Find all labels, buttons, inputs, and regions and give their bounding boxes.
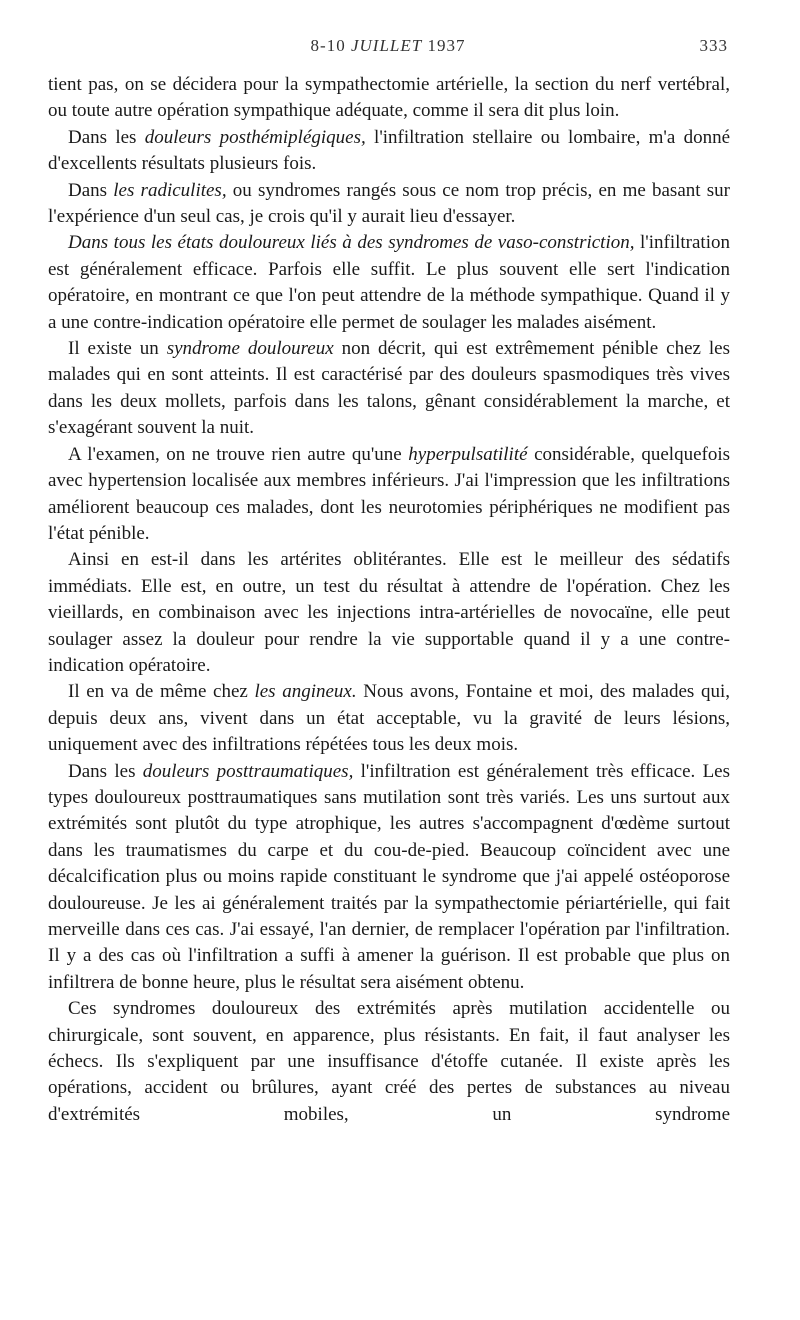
page-number: 333	[699, 36, 728, 55]
text-run: Ainsi en est-il dans les artérites oblitérantes. Elle est le meilleur des sédatifs immédiats. Elle est, en outre, un test du résultat à attendre de l'opération. Chez les vieillards, en combinaison avec les injections intra-artérielles de novocaïne, elle peut soulager assez la douleur pour rendre la vie supportable quand il y a une contre-indication opératoire.	[48, 549, 730, 676]
paragraph	[48, 547, 730, 679]
article-body	[48, 72, 730, 1128]
italic-text: les radiculites,	[113, 179, 227, 201]
text-run: non décrit, qui est extrêmement pénible chez les malades qui en sont atteints. Il est caractérisé par des douleurs spasmodiques très vives dans les deux mollets, parfois dans les talons, gênant considérablement la marche, et s'exagérant souvent la nuit.	[48, 338, 730, 439]
paragraph	[48, 442, 730, 548]
text-run: l'infiltration stellaire ou lombaire, m'a donné d'excellents résultats plusieurs fois.	[48, 126, 730, 175]
text-run: l'infiltration est généralement très efficace. Les types douloureux posttraumatiques sans mutilation sont très variés. Les uns surtout aux extrémités sont plutôt du type atrophique, les autres s'accompagnent d'œdème surtout dans les traumatismes du carpe et du cou-de-pied. Beaucoup coïncident avec une décalcification plus ou moins rapide constituant le syndrome que j'ai appelé ostéoporose douloureuse. Je les ai généralement traités par la sympathectomie périartérielle, qui fait merveille dans ces cas. J'ai essayé, l'an dernier, de remplacer l'opération par l'infiltration. Il y a des cas où l'infiltration a suffi à amener la guérison. Il est probable que plus on infiltrera de bonne heure, plus le résultat sera aisément obtenu.	[48, 760, 731, 993]
issue-date: 8-10 JUILLET 1937	[310, 36, 466, 55]
paragraph	[48, 230, 730, 336]
text-run: A l'examen, on ne trouve rien autre qu'une	[68, 443, 409, 465]
text-run: Il en va de même chez	[68, 681, 255, 703]
text-run: Dans les	[68, 126, 145, 148]
italic-text: les angineux.	[254, 681, 357, 703]
text-run: Dans	[68, 179, 114, 201]
paragraph	[48, 996, 730, 1128]
text-run: Il existe un	[68, 338, 167, 360]
running-header	[48, 36, 728, 60]
italic-text: syndrome douloureux	[166, 338, 334, 360]
paragraph	[48, 125, 730, 178]
text-run: l'infiltration est généralement efficace. Parfois elle suffit. Le plus souvent elle sert l'indication opératoire, en montrant ce que l'on peut attendre de la méthode sympathique. Quand il y a une contre-indication opératoire elle permet de soulager les malades aisément.	[48, 232, 730, 333]
paragraph	[48, 679, 730, 758]
text-run: Dans les	[68, 760, 143, 782]
paragraph	[48, 759, 730, 997]
italic-text: douleurs posthémiplégiques,	[144, 126, 366, 148]
paragraph	[48, 336, 730, 442]
paragraph	[48, 72, 730, 125]
italic-text: hyperpulsatilité	[408, 443, 528, 465]
text-run: tient pas, on se décidera pour la sympathectomie artérielle, la section du nerf vertébral, ou toute autre opération sympathique adéquate, comme il sera dit plus loin.	[48, 74, 730, 122]
italic-text: Dans tous les états douloureux liés à des syndromes de vaso-constriction,	[68, 232, 635, 254]
text-run: ou syndromes rangés sous ce nom trop précis, en me basant sur l'expérience d'un seul cas, je crois qu'il y aurait lieu d'essayer.	[48, 179, 730, 228]
text-run: Nous avons, Fontaine et moi, des malades qui, depuis deux ans, vivent dans un état acceptable, vu la gravité de leurs lésions, uniquement avec des infiltrations répétées tous les deux mois.	[48, 681, 730, 756]
text-run: Ces syndromes douloureux des extrémités après mutilation accidentelle ou chirurgicale, sont souvent, en apparence, plus résistants. En fait, il faut analyser les échecs. Ils s'expliquent par une insuffisance d'étoffe cutanée. Il existe après les opérations, accident ou brûlures, ayant créé des pertes de substances au niveau d'extrémités mobiles, un syndrome	[48, 998, 730, 1125]
paragraph	[48, 178, 730, 231]
text-run: considérable, quelquefois avec hypertension localisée aux membres inférieurs. J'ai l'impression que les infiltrations améliorent beaucoup ces malades, dont les neurotomies périphériques ne modifient pas l'état pénible.	[48, 443, 731, 544]
italic-text: douleurs posttraumatiques,	[142, 760, 354, 782]
